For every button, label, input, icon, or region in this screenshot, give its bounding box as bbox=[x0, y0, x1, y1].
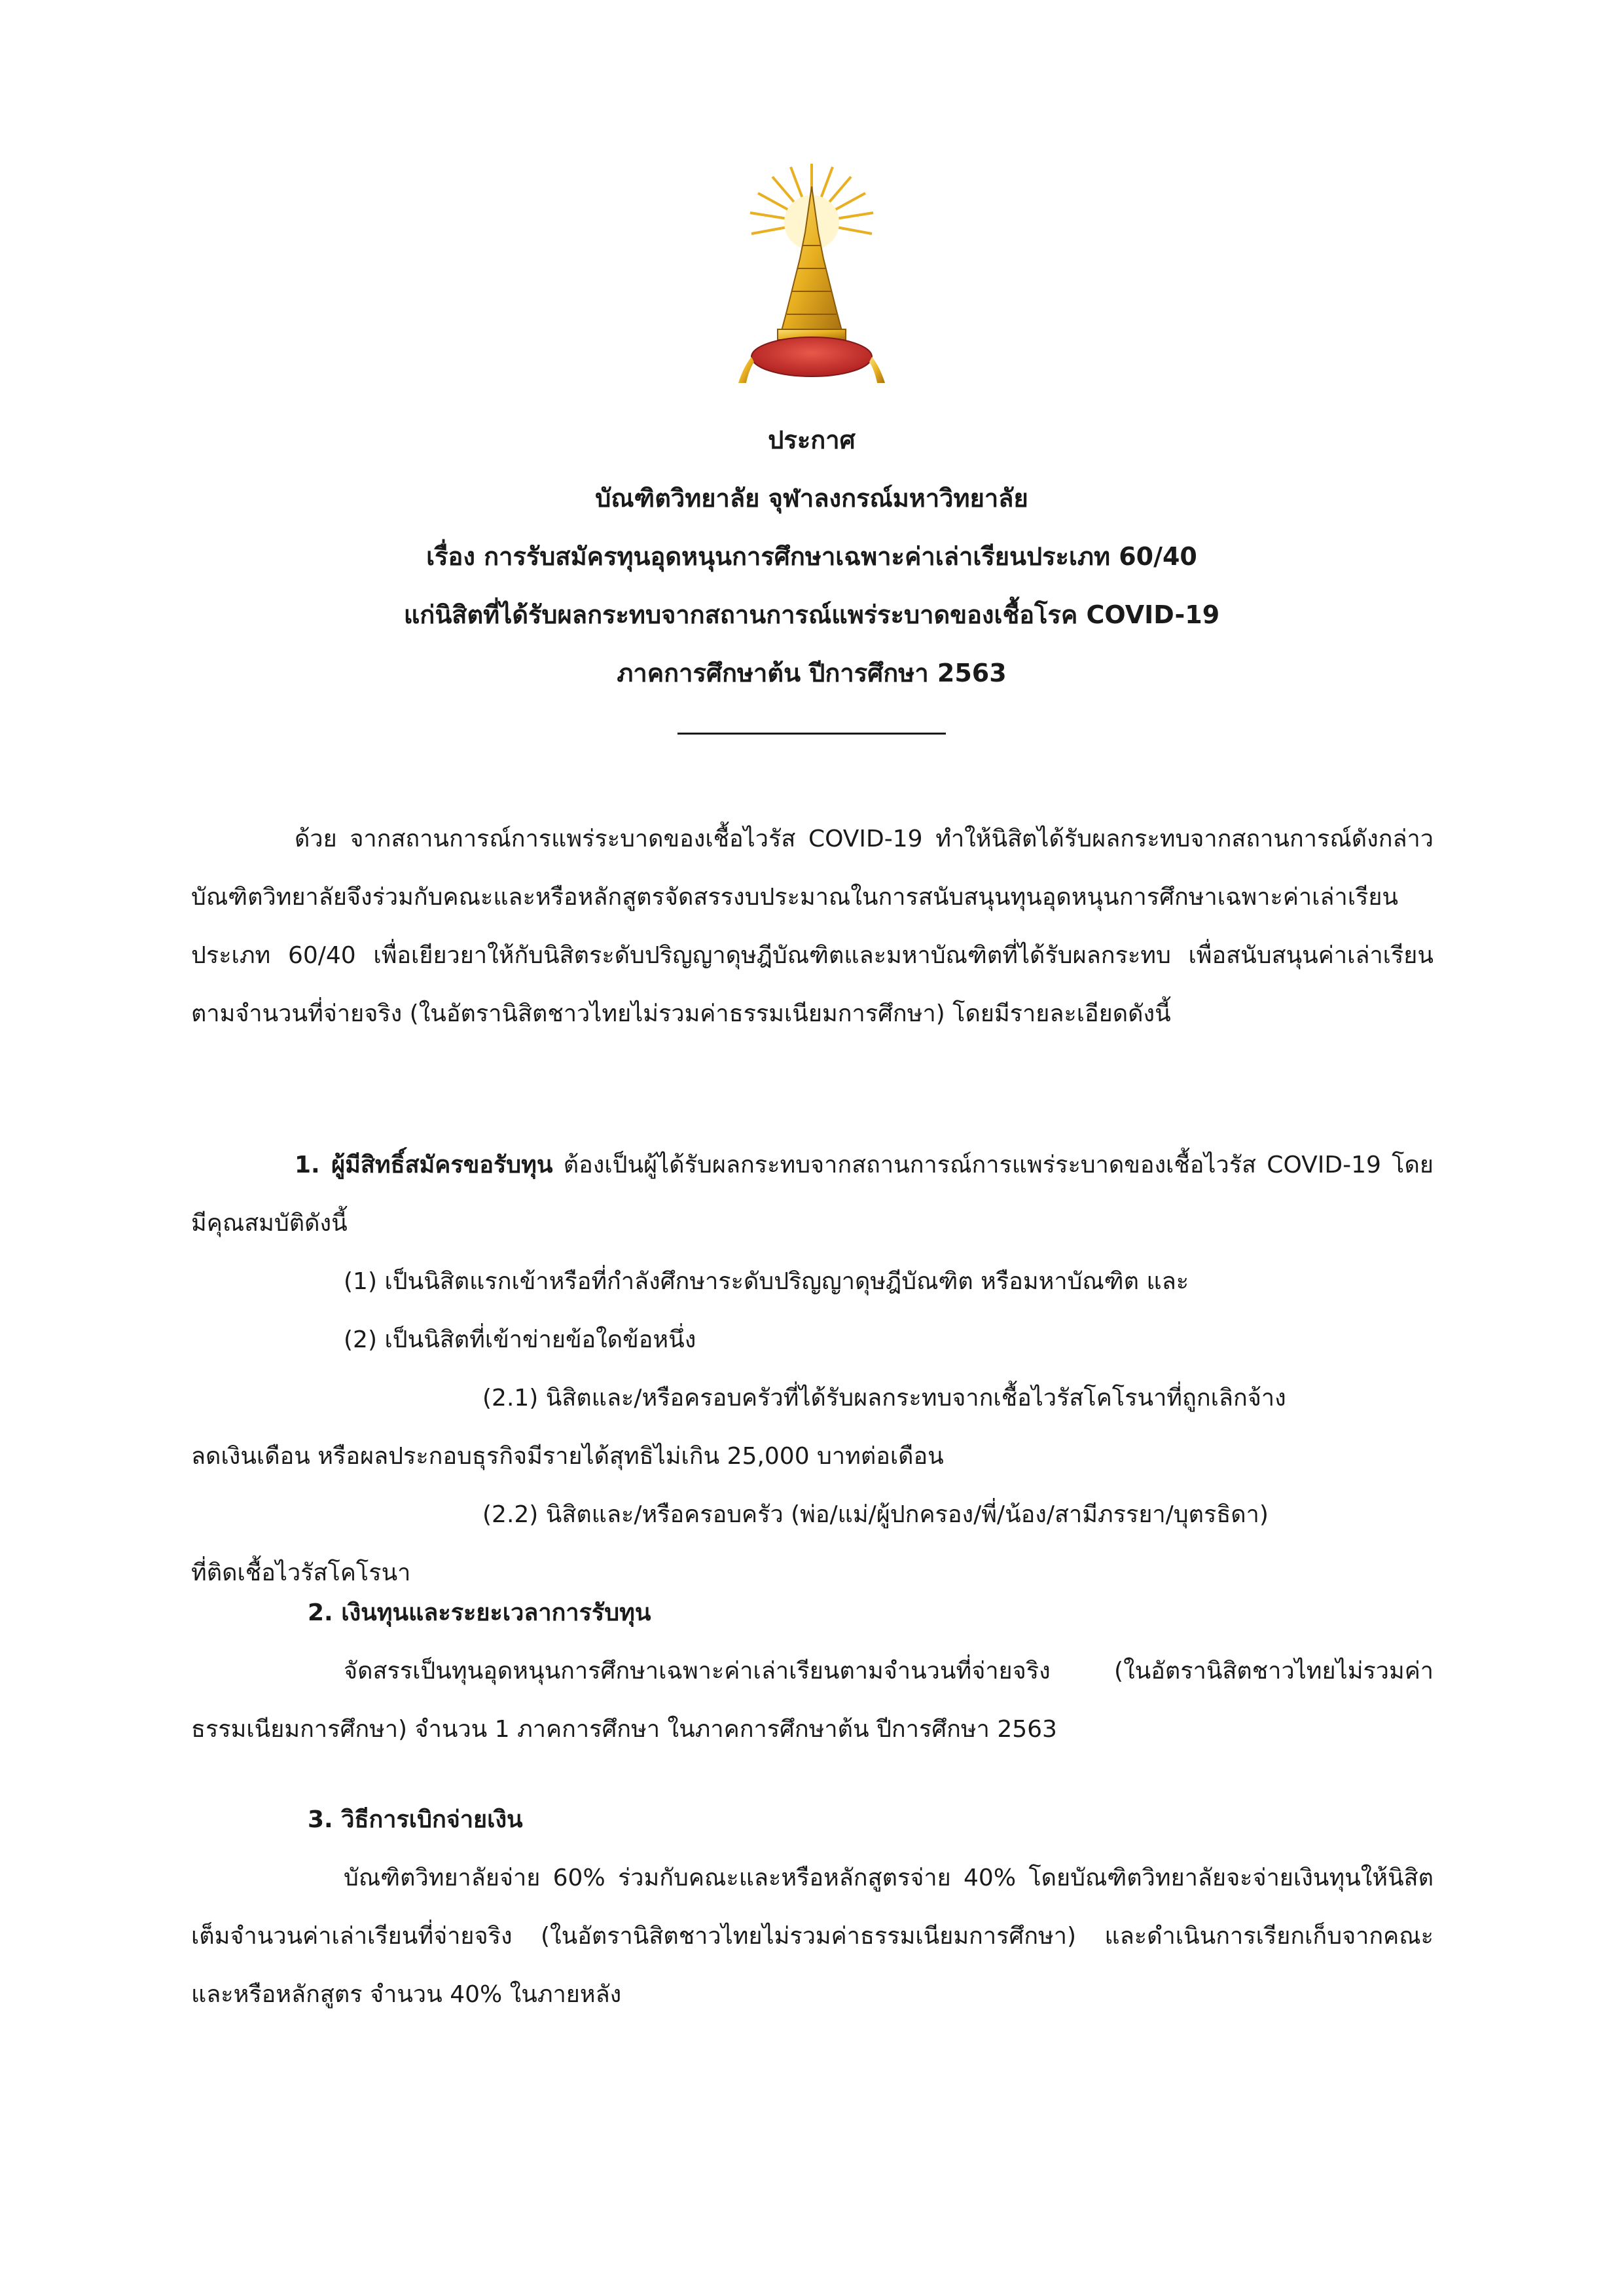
section-3-text: บัณฑิตวิทยาลัยจ่าย 60% ร่วมกับคณะและหรือหลักสูตรจ่าย 40% โดยบัณฑิตวิทยาลัยจะจ่ายเงินทุนให้นิสิตเต็มจำนวนค่าเล่าเรียนที่จ่ายจริง (ในอัตรานิสิตชาวไทยไม่รวมค่าธรรมเนียมการศึกษา) และดำเนินการเรียกเก็บจากคณะและหรือหลักสูตร จำนวน 40% ในภายหลัง bbox=[191, 1865, 1434, 2008]
section-1-intro bbox=[191, 1136, 1434, 1252]
section-1-item-2-2-continued: ที่ติดเชื้อไวรัสโคโรนา bbox=[191, 1559, 411, 1586]
header-title: ประกาศ bbox=[768, 426, 856, 454]
section-2 bbox=[191, 1584, 1434, 1758]
header-organization: บัณฑิตวิทยาลัย จุฬาลงกรณ์มหาวิทยาลัย bbox=[595, 484, 1028, 513]
university-emblem-icon bbox=[732, 160, 892, 386]
section-1-title: 1. ผู้มีสิทธิ์สมัครขอรับทุน bbox=[295, 1152, 553, 1178]
header-subject: เรื่อง การรับสมัครทุนอุดหนุนการศึกษาเฉพาะค่าเล่าเรียนประเภท 60/40 bbox=[426, 542, 1197, 571]
section-2-title: 2. เงินทุนและระยะเวลาการรับทุน bbox=[308, 1599, 651, 1626]
section-3-title: 3. วิธีการเบิกจ่ายเงิน bbox=[308, 1806, 523, 1833]
section-1-item-1: (1) เป็นนิสิตแรกเข้าหรือที่กำลังศึกษาระดับปริญญาดุษฎีบัณฑิต หรือมหาบัณฑิต และ bbox=[344, 1268, 1189, 1295]
section-1-item-2: (2) เป็นนิสิตที่เข้าข่ายข้อใดข้อหนึ่ง bbox=[344, 1326, 696, 1353]
section-1-item-2-1: (2.1) นิสิตและ/หรือครอบครัวที่ได้รับผลกระทบจากเชื้อไวรัสโคโรนาที่ถูกเลิกจ้าง bbox=[482, 1385, 1286, 1412]
section-1-text: ต้องเป็นผู้ได้รับผลกระทบจากสถานการณ์การแพร่ระบาดของเชื้อไวรัส COVID-19 โดยมีคุณสมบัติดังนี้ bbox=[191, 1152, 1434, 1237]
section-3 bbox=[191, 1791, 1434, 2024]
section-2-text: จัดสรรเป็นทุนอุดหนุนการศึกษาเฉพาะค่าเล่าเรียนตามจำนวนที่จ่ายจริง (ในอัตรานิสิตชาวไทยไม่รวมค่าธรรมเนียมการศึกษา) จำนวน 1 ภาคการศึกษา ในภาคการศึกษาต้น ปีการศึกษา 2563 bbox=[191, 1658, 1434, 1743]
intro-paragraph: ด้วย จากสถานการณ์การแพร่ระบาดของเชื้อไวรัส COVID-19 ทำให้นิสิตได้รับผลกระทบจากสถานการณ์ดังกล่าว บัณฑิตวิทยาลัยจึงร่วมกับคณะและหรือหลักสูตรจัดสรรงบประมาณในการสนับสนุนทุนอุดหนุนการศึกษาเฉพาะค่าเล่าเรียนประเภท 60/40 เพื่อเยียวยาให้กับนิสิตระดับปริญญาดุษฎีบัณฑิตและมหาบัณฑิตที่ได้รับผลกระทบ เพื่อสนับสนุนค่าเล่าเรียนตามจำนวนที่จ่ายจริง (ในอัตรานิสิตชาวไทยไม่รวมค่าธรรมเนียมการศึกษา) โดยมีรายละเอียดดังนี้ bbox=[191, 826, 1434, 1027]
section-1-item-2-1-continued: ลดเงินเดือน หรือผลประกอบธุรกิจมีรายได้สุทธิไม่เกิน 25,000 บาทต่อเดือน bbox=[191, 1443, 944, 1470]
header-semester: ภาคการศึกษาต้น ปีการศึกษา 2563 bbox=[617, 659, 1007, 687]
section-1 bbox=[191, 1136, 1434, 1602]
announcement-header bbox=[190, 411, 1434, 735]
header-subject-continued: แก่นิสิตที่ได้รับผลกระทบจากสถานการณ์แพร่ระบาดของเชื้อโรค COVID-19 bbox=[403, 600, 1220, 629]
section-1-item-2-2: (2.2) นิสิตและ/หรือครอบครัว (พ่อ/แม่/ผู้ปกครอง/พี่/น้อง/สามีภรรยา/บุตรธิดา) bbox=[482, 1501, 1269, 1528]
header-divider bbox=[677, 702, 946, 735]
